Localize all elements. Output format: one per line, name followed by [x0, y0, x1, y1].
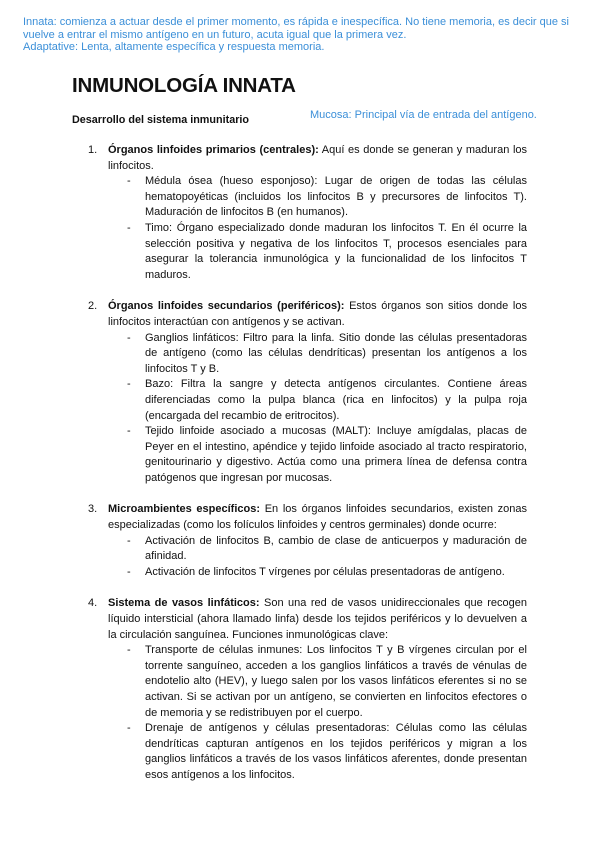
dash-bullet-icon: -: [127, 534, 131, 547]
dash-bullet-icon: -: [127, 644, 131, 657]
sub-item-text: Transporte de células inmunes: Los linfocitos T y B vírgenes circulan por el torrente sanguíneo, acceden a los ganglios linfáticos a través de vénulas de endotelio alto (HEV), y luego salen por los vasos linfáticos eferentes si no se activan. Si se activan por un antígeno, se convierten en linfocitos efectores o de memoria y se redistribuyen por el cuerpo.: [145, 644, 527, 719]
item-text: En los órganos linfoides secundarios, existen zonas especializadas (como los folículos linfoides y centros germinales) donde ocurre:: [108, 503, 527, 532]
list-item: [90, 596, 527, 783]
page-title: INMUNOLOGÍA INNATA: [72, 74, 296, 97]
sub-item-text: Médula ósea (hueso esponjoso): Lugar de origen de todas las células hematopoyéticas (incluidos los linfocitos B y precursores de linfocitos T). Maduración de linfocitos B (en humanos).: [145, 175, 527, 219]
list-item: [90, 502, 527, 580]
annotation-note: [23, 16, 583, 54]
dash-bullet-icon: -: [127, 331, 131, 344]
item-number: 1.: [88, 144, 98, 156]
sub-item: [127, 174, 527, 221]
item-heading: Sistema de vasos linfáticos:: [108, 597, 260, 610]
sub-item-text: Bazo: Filtra la sangre y detecta antígenos circulantes. Contiene áreas diferenciadas como la pulpa blanca (rica en linfocitos) y la pulpa roja (encargada del recambio de eritrocitos).: [145, 378, 527, 422]
numbered-list: [90, 143, 527, 800]
sub-list: [108, 331, 527, 487]
section-subtitle: Desarrollo del sistema inmunitario: [72, 114, 249, 126]
item-number: 3.: [88, 503, 98, 516]
dash-bullet-icon: -: [127, 378, 131, 391]
item-number: 4.: [88, 597, 98, 610]
item-text: Estos órganos son sitios donde los linfocitos interactúan con antígenos y se activan.: [108, 300, 527, 328]
sub-list: [108, 534, 527, 581]
sub-item-text: Ganglios linfáticos: Filtro para la linfa. Sitio donde las células presentadoras de antígeno (como las células dendríticas) presentan los antígenos a los linfocitos T y B.: [145, 331, 527, 375]
dash-bullet-icon: -: [127, 175, 131, 188]
item-heading: Órganos linfoides secundarios (periféricos):: [108, 300, 345, 313]
item-heading: Microambientes específicos:: [108, 503, 261, 516]
sub-item-text: Timo: Órgano especializado donde maduran los linfocitos T. En él ocurre la selección positiva y negativa de los linfocitos T, procesos esenciales para asegurar la tolerancia inmunológica y la funcionalidad de los linfocitos T maduros.: [145, 221, 527, 281]
note-innata: Innata: comienza a actuar desde el primer momento, es rápida e inespecífica. No tiene memoria, es decir que si vuelve a entrar el mismo antígeno en un futuro, acuta igual que la primera vez.: [23, 16, 569, 41]
dash-bullet-icon: -: [127, 722, 131, 735]
sub-item: [127, 424, 527, 486]
sub-item: [127, 331, 527, 378]
sub-list: [108, 174, 527, 283]
item-text: Son una red de vasos unidireccionales que recogen líquido intersticial (ahora llamado linfa) desde los tejidos periféricos y lo devuelven a la circulación sanguínea. Funciones inmunológicas clave:: [108, 597, 527, 641]
sub-item-text: Activación de linfocitos T vírgenes por células presentadoras de antígeno.: [145, 565, 505, 578]
dash-bullet-icon: -: [127, 565, 131, 578]
list-item: [90, 143, 527, 283]
sub-item: [127, 643, 527, 721]
list-item: [90, 299, 527, 486]
sub-item-text: Drenaje de antígenos y células presentadoras: Células como las células dendríticas capturan antígenos en los tejidos periféricos y migran a los ganglios linfáticos a través de los vasos linfáticos aferentes, donde presentan esos antígenos a los linfocitos.: [145, 722, 527, 781]
note-adaptative: Adaptative: Lenta, altamente específica y respuesta memoria.: [23, 41, 325, 53]
sub-item: [127, 221, 527, 283]
side-note: Mucosa: Principal vía de entrada del antígeno.: [310, 109, 537, 121]
sub-item-text: Tejido linfoide asociado a mucosas (MALT): Incluye amígdalas, placas de Peyer en el intestino, apéndice y tejido linfoide asociado al tracto respiratorio, genitourinario y digestivo. Actúa como una primera línea de defensa contra patógenos que ingresan por mucosas.: [145, 425, 527, 484]
sub-item-text: Activación de linfocitos B, cambio de clase de anticuerpos y maduración de afinidad.: [145, 534, 527, 563]
item-heading: Órganos linfoides primarios (centrales):: [108, 144, 319, 156]
sub-item: [127, 565, 527, 581]
sub-item: [127, 377, 527, 424]
sub-list: [108, 643, 527, 783]
dash-bullet-icon: -: [127, 425, 131, 438]
item-number: 2.: [88, 300, 98, 313]
sub-item: [127, 721, 527, 783]
sub-item: [127, 534, 527, 565]
item-text: Aquí es donde se generan y maduran los linfocitos.: [108, 144, 528, 172]
dash-bullet-icon: -: [127, 221, 131, 234]
